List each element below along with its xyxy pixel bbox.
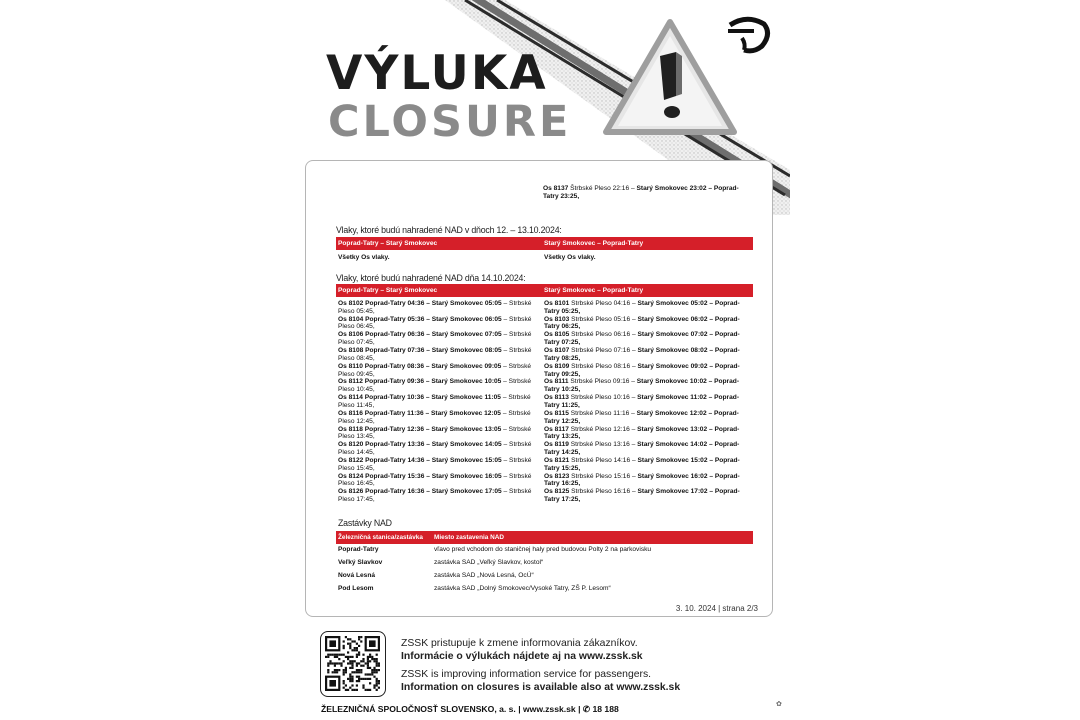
qr-module [360,660,362,662]
qr-module [356,654,358,656]
qr-module [343,669,345,671]
qr-module [365,673,367,675]
qr-module [367,673,369,675]
stops-table-header [336,531,753,544]
qr-module [373,669,375,671]
stop-place: vľavo pred vchodom do staničnej haly pred budovou Polty 2 na parkovisku [434,546,652,553]
qr-module [338,662,340,664]
train-entry: Os 8104 Poprad-Tatry 05:36 – Starý Smokovec 06:05 – Štrbské Pleso 06:45, [338,315,532,331]
qr-module [347,638,349,640]
qr-module [356,676,358,678]
qr-module [356,662,358,664]
qr-module [351,665,353,667]
qr-module [349,643,351,645]
train-list-direction-1 [338,300,543,504]
table-row [336,559,753,572]
qr-module [373,684,375,686]
qr-module [349,687,351,689]
qr-code-pattern [325,636,380,691]
qr-module [362,684,364,686]
qr-module [336,671,338,673]
qr-module [369,654,371,656]
qr-module [356,656,358,658]
qr-module [356,665,358,667]
train-entry [543,185,753,201]
page-date-number: 3. 10. 2024 | strana 2/3 [675,604,758,613]
qr-module [349,645,351,647]
qr-module [376,665,378,667]
qr-module [349,647,351,649]
qr-module [336,662,338,664]
train-entry: Os 8106 Poprad-Tatry 06:36 – Starý Smokovec 07:05 – Štrbské Pleso 07:45, [338,331,532,347]
qr-module [360,671,362,673]
column-header-station: Železničná stanica/zastávka [338,534,423,541]
closure-poster [290,0,800,720]
table-cell: Všetky Os vlaky. [544,254,596,261]
qr-module [358,645,360,647]
train-entry: Os 8101 Štrbské Pleso 04:16 – Starý Smokovec 05:02 – Poprad-Tatry 05:25, [544,300,740,315]
qr-finder [329,680,336,687]
qr-module [334,665,336,667]
qr-module [351,649,353,651]
qr-module [367,658,369,660]
station-name: Veľký Slavkov [338,559,383,566]
qr-module [378,665,380,667]
qr-module [349,667,351,669]
qr-module [376,680,378,682]
train-entry: Os 8116 Poprad-Tatry 11:36 – Starý Smokovec 12:05 – Štrbské Pleso 12:45, [338,409,531,425]
qr-module [332,671,334,673]
qr-module [343,682,345,684]
section-title-oct-14: Vlaky, ktoré budú nahradené NAD dňa 14.10.2024: [336,273,526,283]
qr-module [358,654,360,656]
qr-module [376,684,378,686]
qr-module [327,654,329,656]
qr-module [329,654,331,656]
qr-module [356,669,358,671]
qr-module [362,658,364,660]
qr-module [356,643,358,645]
qr-module [367,689,369,691]
qr-module [334,656,336,658]
stop-place: zastávka SAD „Nová Lesná, OcÚ“ [434,572,534,579]
qr-module [356,649,358,651]
qr-module [371,658,373,660]
company-footer: ŽELEZNIČNÁ SPOLOČNOSŤ SLOVENSKO, a. s. | www.zssk.sk | ✆ 18 188 [321,704,619,714]
qr-module [376,671,378,673]
qr-module [373,676,375,678]
qr-module [369,660,371,662]
qr-module [332,654,334,656]
qr-module [378,662,380,664]
qr-module [365,678,367,680]
train-origin: Štrbské Pleso 22:16 – [568,185,637,192]
qr-module [356,671,358,673]
train-entry: Os 8113 Štrbské Pleso 10:16 – Starý Smokovec 11:02 – Poprad-Tatry 11:25, [544,394,740,409]
closure-details-card [305,160,773,617]
qr-module [373,671,375,673]
qr-module [358,680,360,682]
page-title: VÝLUKA [326,46,548,101]
qr-module [325,656,327,658]
qr-module [343,640,345,642]
train-code: Os 8137 [543,185,569,192]
qr-module [362,665,364,667]
qr-finder [329,640,336,647]
table-header-row [336,284,753,297]
qr-module [336,669,338,671]
qr-module [343,671,345,673]
qr-module [360,640,362,642]
qr-module [356,647,358,649]
qr-module [351,671,353,673]
train-entry: Os 8109 Štrbské Pleso 08:16 – Starý Smokovec 09:02 – Poprad-Tatry 09:25, [544,362,740,378]
qr-module [371,673,373,675]
qr-module [354,671,356,673]
page-subtitle: CLOSURE [328,97,572,147]
qr-module [338,669,340,671]
column-header-direction-2: Starý Smokovec – Poprad-Tatry [544,287,644,294]
qr-module [358,638,360,640]
qr-module [334,671,336,673]
qr-module [373,660,375,662]
qr-module [376,689,378,691]
train-entry: Os 8122 Poprad-Tatry 14:36 – Starý Smokovec 15:05 – Štrbské Pleso 15:45, [338,456,532,472]
qr-module [360,678,362,680]
qr-module [365,662,367,664]
qr-module [343,687,345,689]
qr-module [349,660,351,662]
qr-module [367,678,369,680]
qr-code-icon[interactable] [320,631,386,697]
qr-module [358,636,360,638]
train-list-direction-2 [544,300,752,504]
qr-module [327,656,329,658]
qr-module [376,658,378,660]
qr-module [376,660,378,662]
qr-module [329,660,331,662]
table-cell: Všetky Os vlaky. [338,254,390,261]
train-entry: Os 8120 Poprad-Tatry 13:36 – Starý Smokovec 14:05 – Štrbské Pleso 14:45, [338,441,532,456]
table-row [336,585,753,598]
qr-module [358,676,360,678]
qr-module [343,647,345,649]
qr-module [349,680,351,682]
stop-place: zastávka SAD „Dolný Smokovec/Vysoké Tatry, ZŠ P. Lesom“ [434,585,611,592]
info-line-sk: ZSSK pristupuje k zmene informovania zákazníkov. [401,638,638,649]
qr-module [334,654,336,656]
qr-module [340,662,342,664]
qr-module [340,665,342,667]
qr-module [347,656,349,658]
train-entry: Os 8107 Štrbské Pleso 07:16 – Starý Smokovec 08:02 – Poprad-Tatry 08:25, [544,347,740,362]
qr-module [343,645,345,647]
qr-module [376,669,378,671]
qr-module [373,667,375,669]
column-header-direction-2: Starý Smokovec – Poprad-Tatry [544,240,644,247]
qr-module [351,662,353,664]
qr-module [362,687,364,689]
qr-module [373,687,375,689]
qr-module [349,676,351,678]
qr-module [378,680,380,682]
qr-module [354,660,356,662]
qr-module [373,658,375,660]
qr-module [358,669,360,671]
qr-module [354,649,356,651]
qr-module [334,669,336,671]
qr-module [369,678,371,680]
train-entry: Os 8126 Poprad-Tatry 16:36 – Starý Smokovec 17:05 – Štrbské Pleso 17:45, [338,488,532,504]
qr-module [347,662,349,664]
train-entry: Os 8111 Štrbské Pleso 09:16 – Starý Smokovec 10:02 – Poprad-Tatry 10:25, [544,378,740,394]
gear-icon: ✿ [776,701,782,708]
train-entry: Os 8123 Štrbské Pleso 15:16 – Starý Smokovec 16:02 – Poprad-Tatry 16:25, [544,472,740,488]
qr-module [327,669,329,671]
train-entry: Os 8121 Štrbské Pleso 14:16 – Starý Smokovec 15:02 – Poprad-Tatry 15:25, [544,456,740,472]
qr-module [367,660,369,662]
table-row [336,546,753,559]
train-entry: Os 8115 Štrbské Pleso 11:16 – Starý Smokovec 12:02 – Poprad-Tatry 12:25, [544,409,739,425]
train-entry: Os 8108 Poprad-Tatry 07:36 – Starý Smokovec 08:05 – Štrbské Pleso 08:45, [338,347,532,362]
qr-module [365,689,367,691]
qr-module [347,651,349,653]
qr-module [376,678,378,680]
qr-module [367,665,369,667]
qr-module [369,673,371,675]
qr-module [345,669,347,671]
qr-module [358,671,360,673]
qr-module [358,662,360,664]
train-entry: Os 8110 Poprad-Tatry 08:36 – Starý Smokovec 09:05 – Štrbské Pleso 09:45, [338,362,532,378]
section-title-oct-12-13: Vlaky, ktoré budú nahradené NAD v dňoch 12. – 13.10.2024: [336,225,562,235]
qr-module [371,656,373,658]
section-title-stops: Zastávky NAD [338,518,392,528]
train-entry: Os 8117 Štrbské Pleso 12:16 – Starý Smokovec 13:02 – Poprad-Tatry 13:25, [544,425,740,441]
qr-module [358,651,360,653]
qr-module [371,671,373,673]
qr-module [351,640,353,642]
qr-module [351,667,353,669]
qr-module [369,656,371,658]
qr-module [351,656,353,658]
qr-module [349,678,351,680]
qr-module [345,671,347,673]
info-line-en: ZSSK is improving information service for passengers. [401,669,652,680]
qr-module [343,673,345,675]
train-entry: Os 8119 Štrbské Pleso 13:16 – Starý Smokovec 14:02 – Poprad-Tatry 14:25, [544,441,740,456]
qr-module [349,638,351,640]
train-entry: Os 8114 Poprad-Tatry 10:36 – Starý Smokovec 11:05 – Štrbské Pleso 11:45, [338,394,531,409]
table-header-row [336,237,753,250]
qr-module [367,667,369,669]
station-name: Poprad-Tatry [338,546,379,553]
qr-module [367,662,369,664]
qr-module [351,678,353,680]
qr-module [347,678,349,680]
train-entry: Os 8125 Štrbské Pleso 16:16 – Starý Smokovec 17:02 – Poprad-Tatry 17:25, [544,488,740,504]
qr-module [354,647,356,649]
info-link-sk[interactable]: Informácie o výlukách nájdete aj na www.zssk.sk [401,651,643,662]
qr-module [367,656,369,658]
qr-module [332,662,334,664]
qr-module [351,684,353,686]
qr-module [356,684,358,686]
qr-module [369,667,371,669]
qr-module [329,662,331,664]
qr-module [356,689,358,691]
qr-module [362,678,364,680]
qr-module [351,660,353,662]
qr-module [362,660,364,662]
train-entry: Os 8112 Poprad-Tatry 09:36 – Starý Smokovec 10:05 – Štrbské Pleso 10:45, [338,378,532,394]
qr-module [349,673,351,675]
qr-module [356,680,358,682]
qr-module [360,665,362,667]
qr-module [376,654,378,656]
qr-module [338,654,340,656]
qr-module [362,654,364,656]
qr-module [345,656,347,658]
qr-module [345,689,347,691]
qr-module [336,656,338,658]
qr-module [360,636,362,638]
qr-module [378,682,380,684]
stop-place: zastávka SAD „Veľký Slavkov, kostol“ [434,559,544,566]
qr-module [371,669,373,671]
qr-module [369,682,371,684]
qr-module [369,689,371,691]
qr-module [343,660,345,662]
train-entry: Os 8102 Poprad-Tatry 04:36 – Starý Smokovec 05:05 – Štrbské Pleso 05:45, [338,300,532,315]
qr-module [327,665,329,667]
qr-module [345,636,347,638]
column-header-direction-1: Poprad-Tatry – Starý Smokovec [338,240,438,247]
qr-finder [369,640,376,647]
column-header-direction-1: Poprad-Tatry – Starý Smokovec [338,287,438,294]
qr-module [351,689,353,691]
info-link-en[interactable]: Information on closures is available also at www.zssk.sk [401,682,681,693]
qr-module [349,656,351,658]
qr-module [347,689,349,691]
qr-module [334,662,336,664]
station-name: Pod Lesom [338,585,374,592]
warning-sign-icon [602,16,738,138]
qr-module [327,662,329,664]
qr-module [378,687,380,689]
table-row [336,572,753,585]
qr-module [349,662,351,664]
qr-module [338,658,340,660]
qr-module [360,669,362,671]
train-entry: Os 8124 Poprad-Tatry 15:36 – Starý Smokovec 16:05 – Štrbské Pleso 16:45, [338,472,532,488]
qr-module [345,667,347,669]
train-destination: Starý Smokovec 23:02 – Poprad-Tatry 23:25, [543,185,739,200]
qr-module [376,682,378,684]
qr-module [327,671,329,673]
qr-module [343,680,345,682]
qr-module [343,654,345,656]
column-header-stop-place: Miesto zastavenia NAD [434,534,504,541]
qr-module [354,689,356,691]
qr-module [336,654,338,656]
qr-module [345,684,347,686]
train-entry: Os 8118 Poprad-Tatry 12:36 – Starý Smokovec 13:05 – Štrbské Pleso 13:45, [338,425,532,441]
qr-module [351,676,353,678]
train-entry: Os 8105 Štrbské Pleso 06:16 – Starý Smokovec 07:02 – Poprad-Tatry 07:25, [544,331,740,347]
qr-module [378,669,380,671]
station-name: Nová Lesná [338,572,376,579]
qr-module [340,654,342,656]
qr-module [354,640,356,642]
qr-module [351,680,353,682]
qr-module [376,662,378,664]
qr-module [347,658,349,660]
qr-module [358,678,360,680]
qr-module [347,643,349,645]
train-entry: Os 8103 Štrbské Pleso 05:16 – Starý Smokovec 06:02 – Poprad-Tatry 06:25, [544,315,740,331]
